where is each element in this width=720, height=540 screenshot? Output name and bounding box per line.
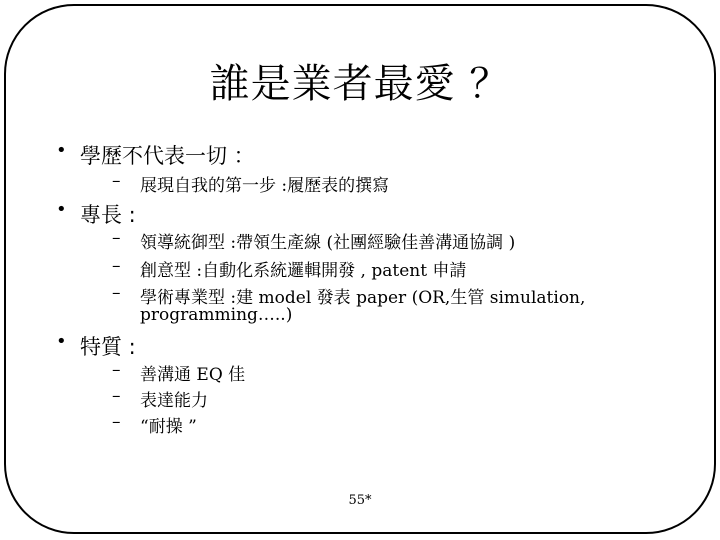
page-number: 55* [348,493,372,508]
sub-item [112,412,197,437]
bullet-item-traits [56,331,136,361]
sub-item-text: 領導統御型 :帶領生產線 (社團經驗佳善溝通協調 ) [140,233,516,253]
dash-marker: – [112,171,121,191]
dash-marker: – [112,228,121,248]
sub-item [112,256,467,281]
sub-item-continuation: programming…..) [140,305,293,325]
bullet-dot: • [56,199,67,220]
sub-item [112,386,208,411]
bullet-label: 特質 : [80,335,136,359]
bullet-label: 學歷不代表一切 ： [80,144,255,168]
sub-item [112,228,516,253]
sub-item-text: “耐操 ” [140,417,197,437]
sub-item-text: 表達能力 [140,391,208,411]
sub-item-text: 創意型 :自動化系統邏輯開發 , patent 申請 [140,261,467,281]
sub-item [112,171,390,196]
dash-marker: – [112,283,121,303]
bullet-item-expertise [56,199,136,229]
sub-item-text: 善溝通 EQ 佳 [140,365,246,385]
sub-item-text: 學術專業型 :建 model 發表 paper (OR,生管 simulation, [140,288,586,308]
dash-marker: – [112,256,121,276]
bullet-dot: • [56,140,67,161]
bullet-label: 專長 : [80,203,136,227]
dash-marker: – [112,360,121,380]
slide-title: 誰是業者最愛 ？ [209,61,511,107]
sub-item [112,360,246,385]
dash-marker: – [112,412,121,432]
bullet-item-education [56,140,255,170]
bullet-dot: • [56,331,67,352]
dash-marker: – [112,386,121,406]
sub-item-text: 展現自我的第一步 :履歷表的撰寫 [140,176,390,196]
